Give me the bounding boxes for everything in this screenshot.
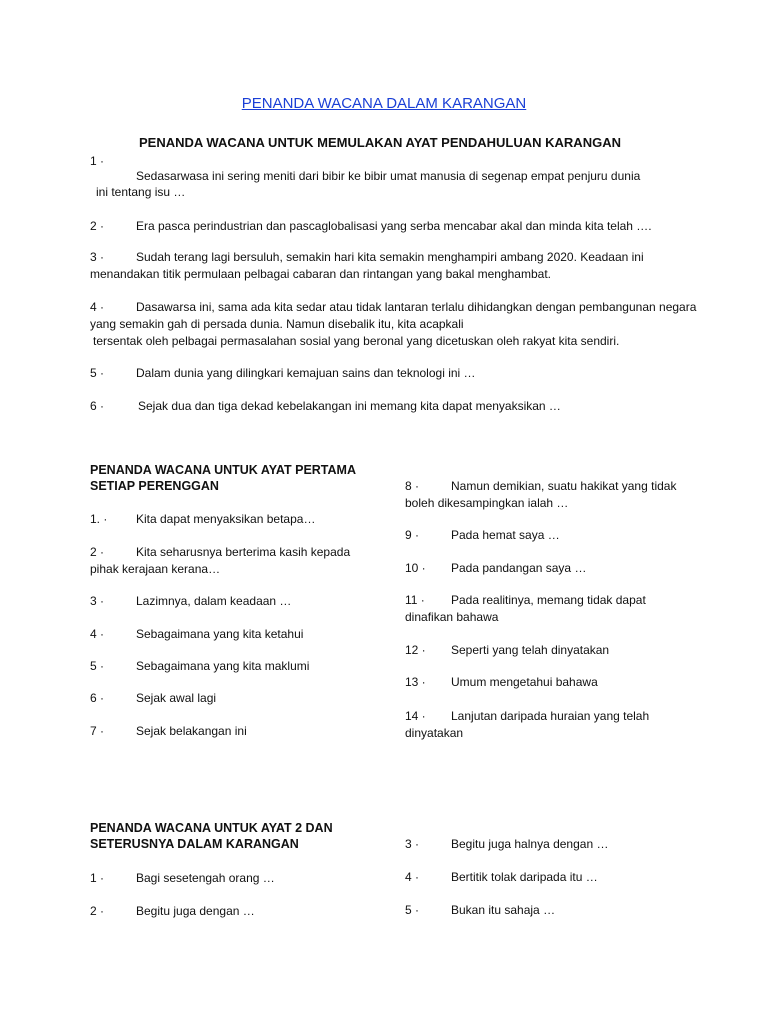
item-number: 14 · (405, 709, 426, 723)
item-number: 1 · (90, 871, 105, 885)
list-item: 4 · Dasawarsa ini, sama ada kita sedar atau tidak lantaran terlalu dihidangkan dengan pembangunan negara yang semakin gah di persada dunia. Namun disebalik itu, kita acapkali tersentak oleh pelbagai permasalahan sosial yang beronal yang dicetuskan oleh rakyat kita sendiri. (90, 300, 697, 348)
item-number: 2 · (90, 904, 105, 918)
item-number: 1. · (90, 512, 108, 526)
list-item: 12 · Seperti yang telah dinyatakan (405, 643, 610, 657)
item-number: 12 · (405, 643, 426, 657)
list-item: 11 · Pada realitinya, memang tidak dapat dinafikan bahawa (405, 593, 646, 624)
item-number: 8 · (405, 479, 420, 493)
list-item: 7 · Sejak belakangan ini (90, 724, 247, 738)
list-item: 4 · Sebagaimana yang kita ketahui (90, 627, 304, 641)
list-item-text: ini tentang isu … (96, 185, 186, 199)
item-number: 6 · (90, 691, 105, 705)
list-item: 1. · Kita dapat menyaksikan betapa… (90, 512, 316, 526)
item-number: 3 · (90, 594, 105, 608)
item-number: 2 · (90, 545, 105, 559)
list-item: 3 · Begitu juga halnya dengan … (405, 837, 609, 851)
item-number: 13 · (405, 675, 426, 689)
list-item: 14 · Lanjutan daripada huraian yang telah dinyatakan (405, 709, 650, 740)
item-number: 5 · (90, 659, 105, 673)
list-item: 3 · Lazimnya, dalam keadaan … (90, 594, 292, 608)
section3-heading: PENANDA WACANA UNTUK AYAT 2 DAN SETERUSNYA DALAM KARANGAN (90, 821, 333, 851)
list-item: 1 · Bagi sesetengah orang … (90, 871, 275, 885)
list-item: 10 · Pada pandangan saya … (405, 561, 587, 575)
list-item (90, 153, 104, 170)
list-item: 3 · Sudah terang lagi bersuluh, semakin hari kita semakin menghampiri ambang 2020. Keadaan ini menandakan titik permulaan pelbagai cabaran dan rintangan yang bakal menghambat. (90, 250, 644, 281)
item-number: 3 · (90, 250, 105, 264)
item-number: 10 · (405, 561, 426, 575)
item-number: 1 · (90, 154, 105, 168)
item-number: 7 · (90, 724, 105, 738)
item-number: 5 · (405, 903, 420, 917)
list-item: 6 · Sejak awal lagi (90, 691, 217, 705)
list-item: 9 · Pada hemat saya … (405, 528, 560, 542)
item-number: 11 · (405, 593, 425, 607)
list-item: 6 · Sejak dua dan tiga dekad kebelakangan ini memang kita dapat menyaksikan … (90, 399, 561, 413)
item-number: 5 · (90, 366, 105, 380)
list-item: 2 · Begitu juga dengan … (90, 904, 255, 918)
item-number: 6 · (90, 399, 105, 413)
list-item: 5 · Bukan itu sahaja … (405, 903, 556, 917)
list-item: 5 · Sebagaimana yang kita maklumi (90, 659, 310, 673)
section2-heading: PENANDA WACANA UNTUK AYAT PERTAMA SETIAP PERENGGAN (90, 463, 356, 493)
item-number: 4 · (90, 300, 105, 314)
list-item: 2 · Era pasca perindustrian dan pascaglobalisasi yang serba mencabar akal dan minda kita telah …. (90, 219, 652, 233)
list-item: 8 · Namun demikian, suatu hakikat yang tidak boleh dikesampingkan ialah … (405, 479, 677, 510)
item-number: 9 · (405, 528, 420, 542)
item-number: 3 · (405, 837, 420, 851)
item-number: 4 · (405, 870, 420, 884)
document-title: PENANDA WACANA DALAM KARANGAN (241, 95, 527, 112)
list-item: 2 · Kita seharusnya berterima kasih kepada pihak kerajaan kerana… (90, 545, 351, 576)
list-item: 13 · Umum mengetahui bahawa (405, 675, 598, 689)
list-item-text: Sedasarwasa ini sering meniti dari bibir ke bibir umat manusia di segenap empat penjuru dunia (136, 169, 641, 183)
list-item: 5 · Dalam dunia yang dilingkari kemajuan sains dan teknologi ini … (90, 366, 476, 380)
item-number: 4 · (90, 627, 105, 641)
item-number: 2 · (90, 219, 105, 233)
list-item: 4 · Bertitik tolak daripada itu … (405, 870, 598, 884)
section1-heading: PENANDA WACANA UNTUK MEMULAKAN AYAT PENDAHULUAN KARANGAN (139, 135, 621, 150)
